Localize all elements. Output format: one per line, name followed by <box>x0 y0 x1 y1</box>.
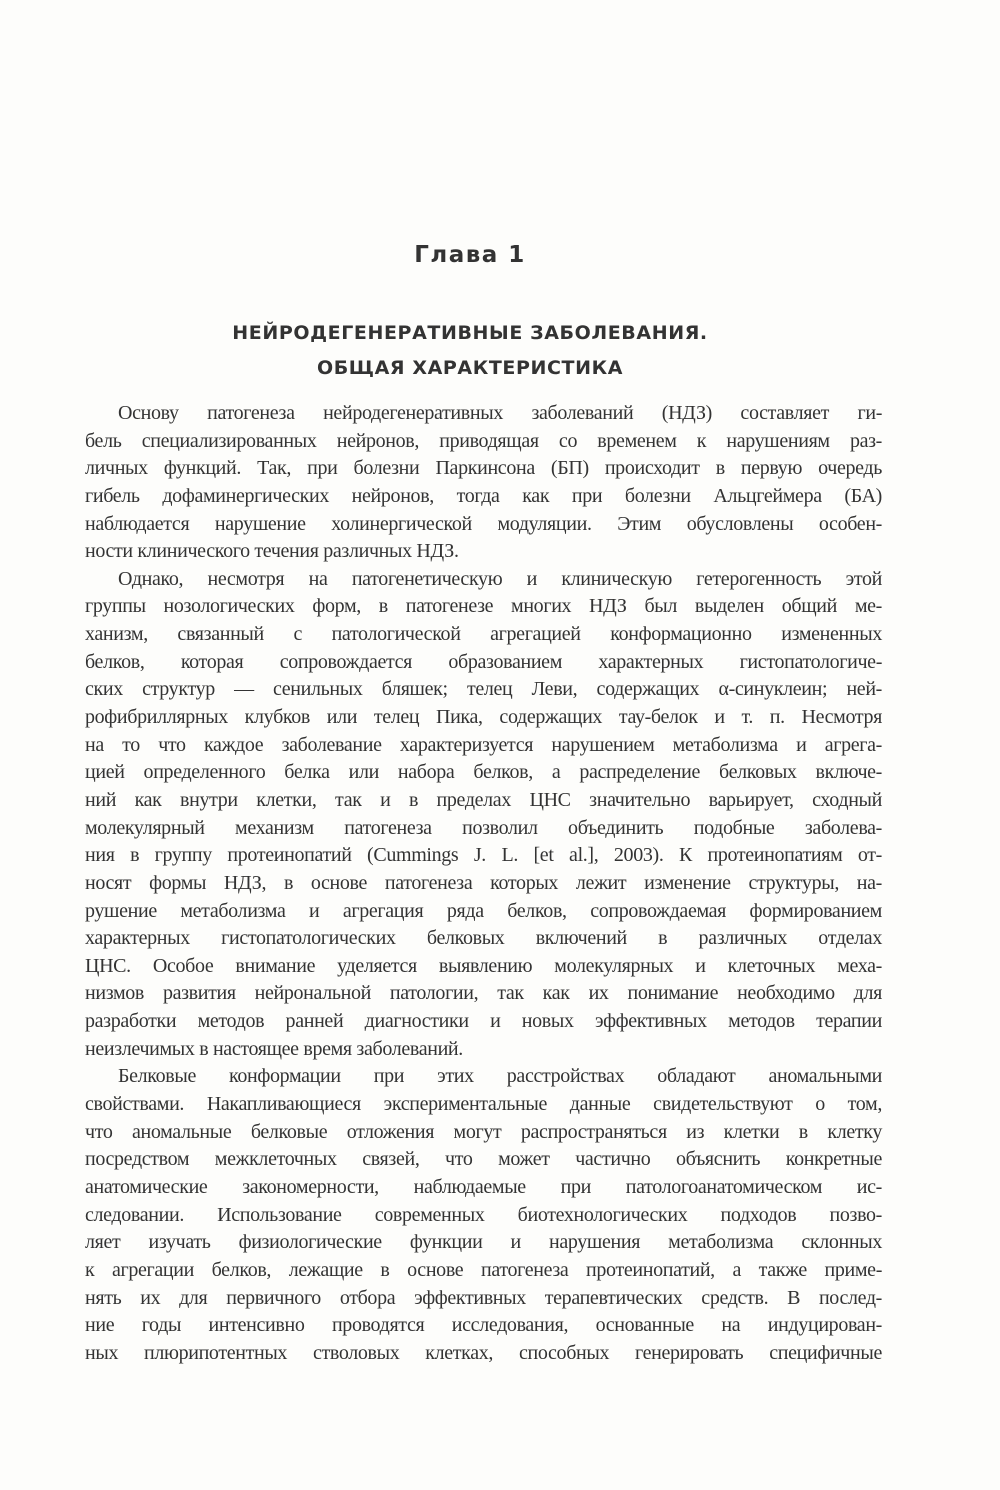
text-line: группы нозологических форм, в патогенезе многих НДЗ был выделен общий ме- <box>85 595 882 618</box>
text-line: следовании. Использование современных биотехнологических подходов позво- <box>85 1203 882 1226</box>
text-line: неизлечимых в настоящее время заболеваний. <box>85 1037 463 1060</box>
paragraph <box>85 566 882 1064</box>
chapter-heading: Глава 1 <box>414 242 526 268</box>
text-line: ных плюрипотентных стволовых клетках, способных генерировать специфичные <box>85 1341 882 1364</box>
text-line: молекулярный механизм патогенеза позволил объединить подобные заболева- <box>85 816 882 839</box>
text-line: ния в группу протеинопатий (Cummings J. L. [et al.], 2003). К протеинопатиям от- <box>85 844 882 867</box>
text-line: на то что каждое заболевание характеризуется нарушением метаболизма и агрега- <box>85 733 882 756</box>
text-line: ние годы интенсивно проводятся исследования, основанные на индуцирован- <box>85 1314 882 1337</box>
paragraph <box>85 400 882 566</box>
text-line: носят формы НДЗ, в основе патогенеза которых лежит изменение структуры, на- <box>85 871 882 894</box>
text-line: белков, которая сопровождается образованием характерных гистопатологиче- <box>85 650 882 673</box>
text-line: низмов развития нейрональной патологии, так как их понимание необходимо для <box>85 982 882 1005</box>
chapter-title-line-1: НЕЙРОДЕГЕНЕРАТИВНЫЕ ЗАБОЛЕВАНИЯ. <box>232 322 708 344</box>
text-line: рушение метаболизма и агрегация ряда белков, сопровождаемая формированием <box>85 899 882 922</box>
text-line: свойствами. Накапливающиеся экспериментальные данные свидетельствуют о том, <box>85 1093 882 1116</box>
text-line: характерных гистопатологических белковых включений в различных отделах <box>85 927 882 950</box>
text-line: личных функций. Так, при болезни Паркинсона (БП) происходит в первую очередь <box>85 457 882 480</box>
text-line: ЦНС. Особое внимание уделяется выявлению молекулярных и клеточных меха- <box>85 954 882 977</box>
text-line: анатомические закономерности, наблюдаемые при патологоанатомическом ис- <box>85 1175 882 1198</box>
text-line: ности клинического течения различных НДЗ. <box>85 540 459 563</box>
chapter-title-line-2: ОБЩАЯ ХАРАКТЕРИСТИКА <box>316 357 624 379</box>
paragraph <box>85 1063 882 1367</box>
text-line: наблюдается нарушение холинергической модуляции. Этим обусловлены особен- <box>85 512 882 535</box>
text-line: разработки методов ранней диагностики и новых эффективных методов терапии <box>85 1010 882 1033</box>
text-line: ских структур — сенильных бляшек; телец Леви, содержащих α-синуклеин; ней- <box>85 678 882 701</box>
body-text <box>85 400 882 1367</box>
text-line: Однако, несмотря на патогенетическую и клиническую гетерогенность этой <box>118 567 882 590</box>
text-line: что аномальные белковые отложения могут распространяться из клетки в клетку <box>85 1120 882 1143</box>
text-line: гибель дофаминергических нейронов, тогда как при болезни Альцгеймера (БА) <box>85 484 882 507</box>
text-line: Белковые конформации при этих расстройствах обладают аномальными <box>118 1065 882 1088</box>
text-line: цией определенного белка или набора белков, а распределение белковых включе- <box>85 761 882 784</box>
text-line: посредством межклеточных связей, что может частично объяснить конкретные <box>85 1148 882 1171</box>
text-line: бель специализированных нейронов, приводящая со временем к нарушениям раз- <box>85 429 882 452</box>
text-line: Основу патогенеза нейродегенеративных заболеваний (НДЗ) составляет ги- <box>118 402 882 424</box>
text-line: ний как внутри клетки, так и в пределах ЦНС значительно варьирует, сходный <box>85 788 882 811</box>
text-line: ляет изучать физиологические функции и нарушения метаболизма склонных <box>85 1231 882 1254</box>
text-line: нять их для первичного отбора эффективных терапевтических средств. В послед- <box>85 1286 882 1309</box>
text-line: к агрегации белков, лежащие в основе патогенеза протеинопатий, а также приме- <box>85 1258 882 1281</box>
text-line: рофибриллярных клубков или телец Пика, содержащих тау-белок и т. п. Несмотря <box>85 706 882 729</box>
text-line: ханизм, связанный с патологической агрегацией конформационно измененных <box>85 623 882 646</box>
